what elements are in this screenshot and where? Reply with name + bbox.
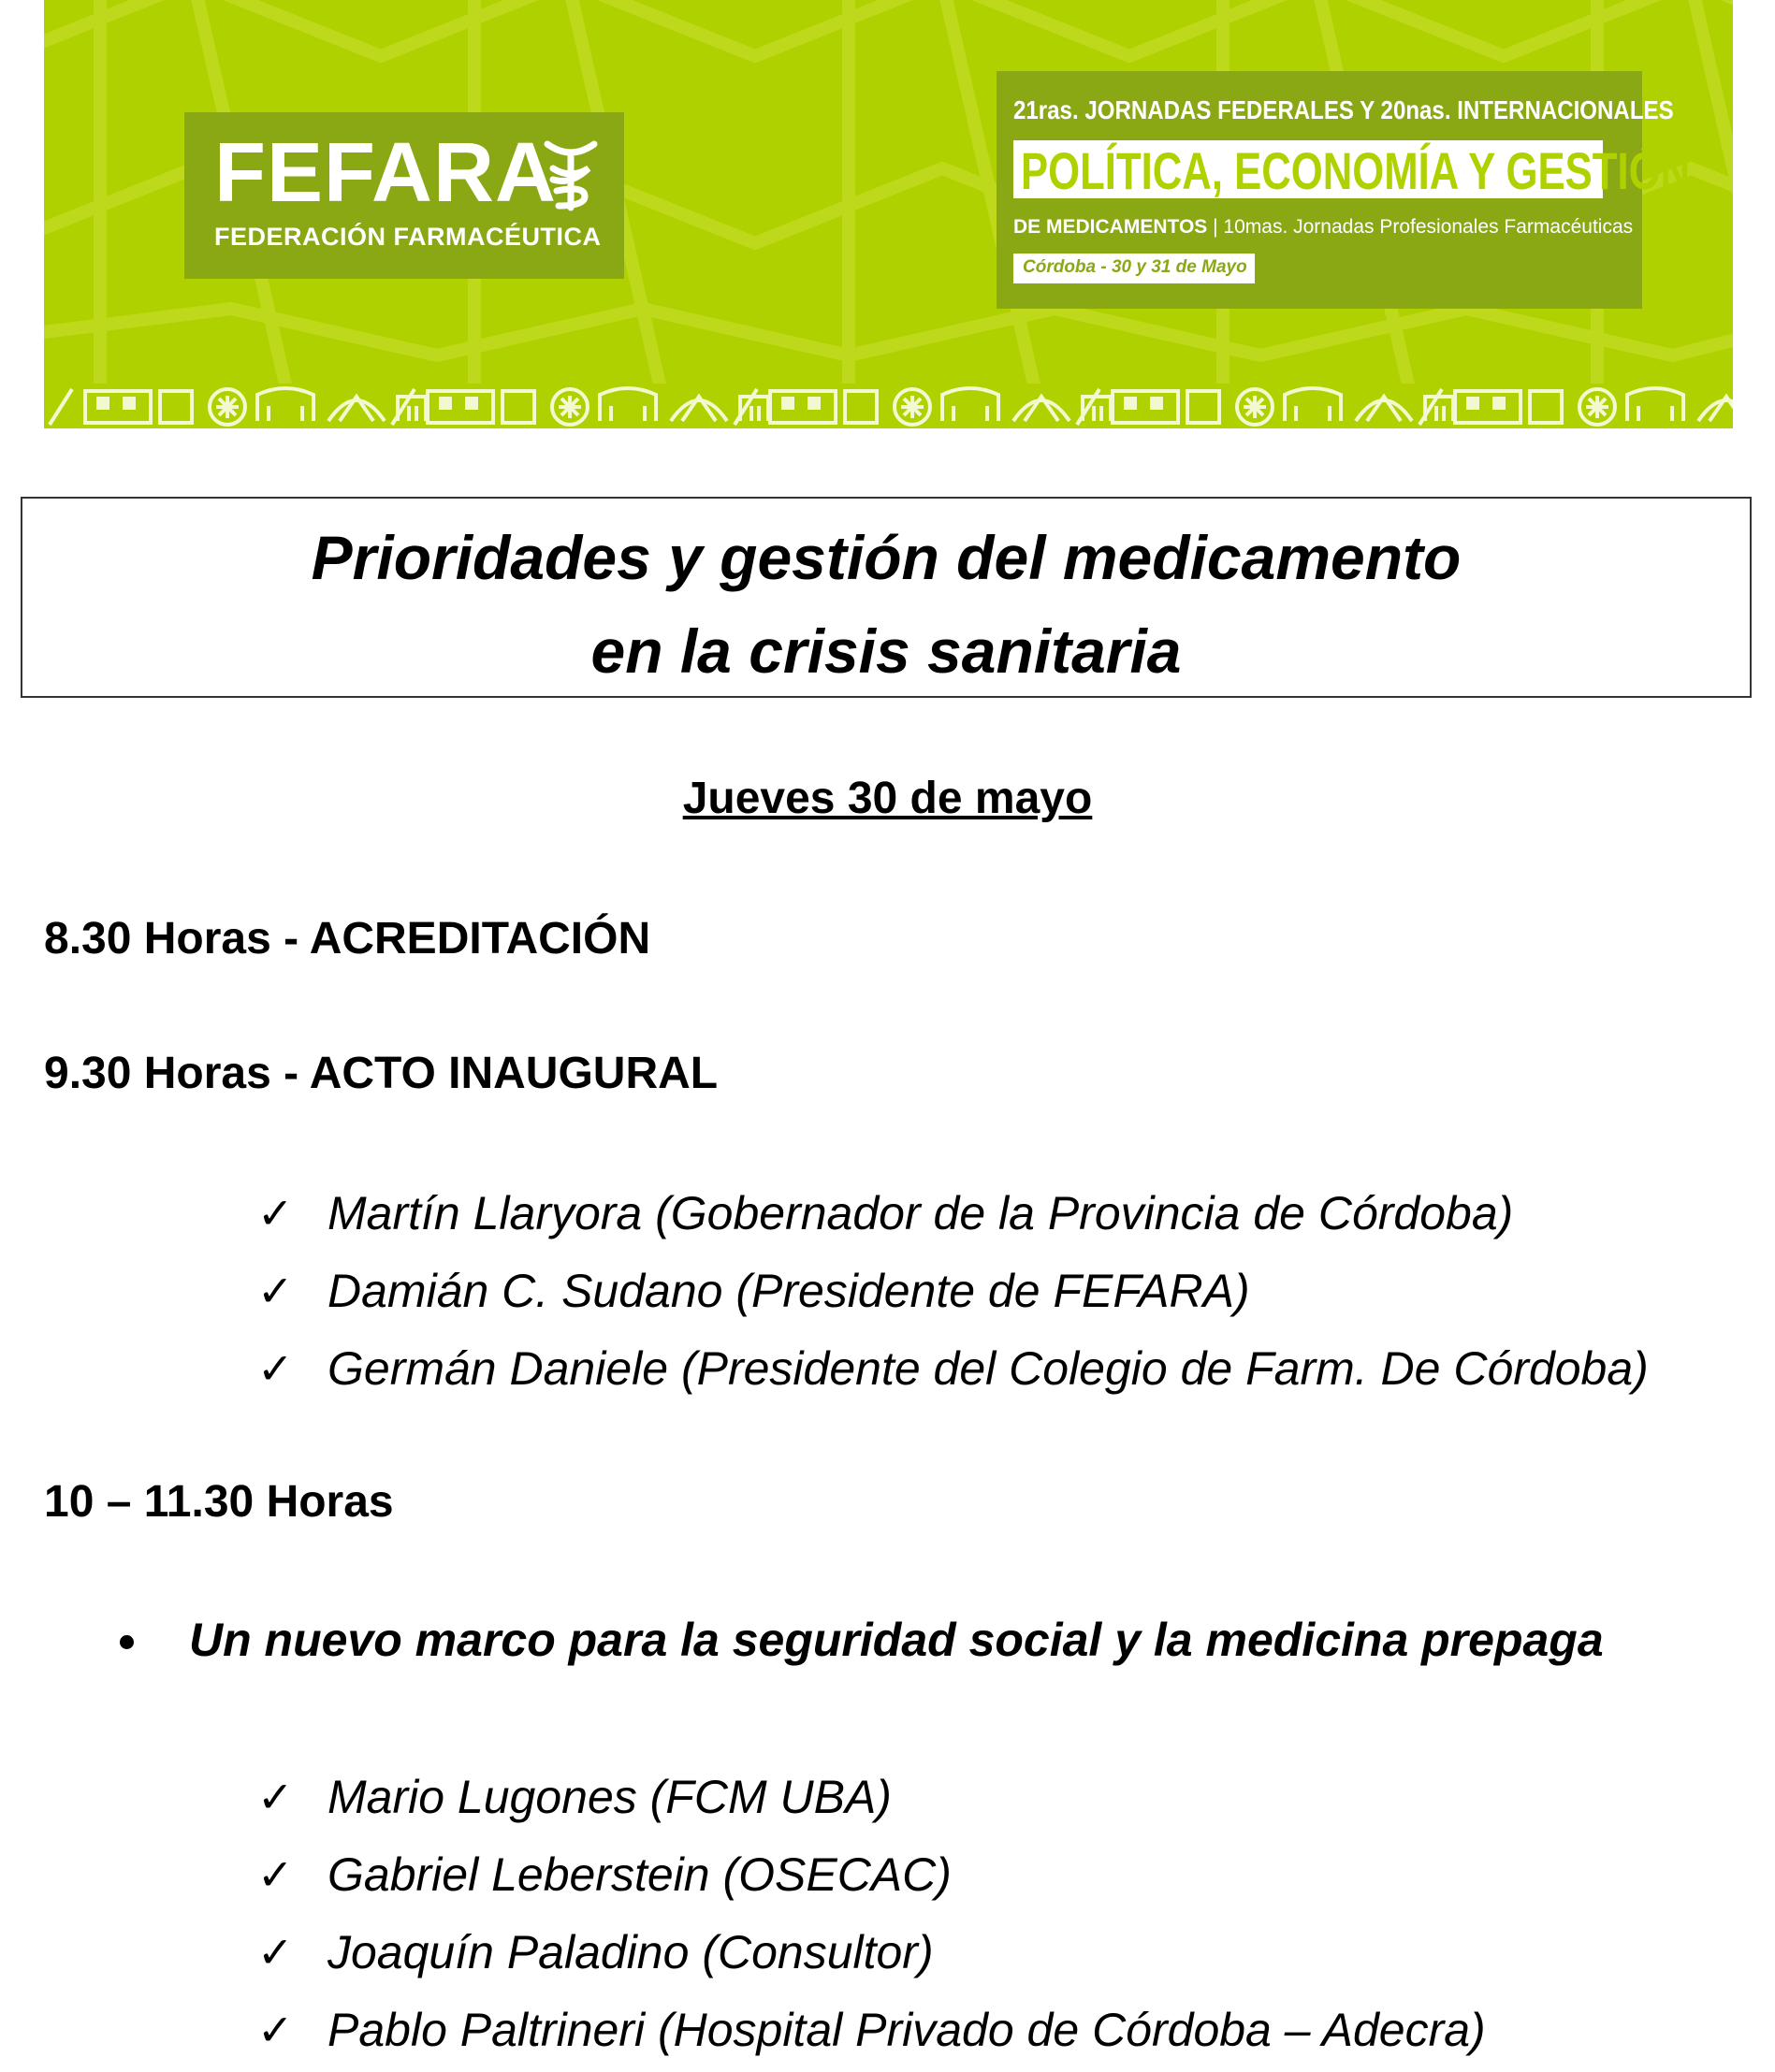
slot-accreditation: 8.30 Horas - ACREDITACIÓN [44, 914, 651, 964]
speaker-name: Martín Llaryora (Gobernador de la Provincia de Córdoba) [327, 1187, 1514, 1239]
event-subtitle-rest: | 10mas. Jornadas Profesionales Farmacéuticas [1207, 216, 1634, 238]
slot-panel-time: 10 – 11.30 Horas [44, 1477, 394, 1527]
speaker-name: Pablo Paltrineri (Hospital Privado de Córdoba – Adecra) [327, 2004, 1486, 2056]
checkmark-icon: ✓ [257, 1267, 294, 1315]
speaker-name: Mario Lugones (FCM UBA) [327, 1771, 892, 1823]
title-box [21, 497, 1752, 698]
slot-opening-act: 9.30 Horas - ACTO INAUGURAL [44, 1049, 719, 1098]
checkmark-icon: ✓ [257, 1850, 294, 1899]
panel-topic-text: Un nuevo marco para la seguridad social y la medicina prepaga [189, 1614, 1604, 1666]
logo-name: FEFARA [214, 126, 557, 220]
event-subtitle-line [1013, 216, 1633, 239]
event-title: POLÍTICA, ECONOMÍA Y GESTIÓN [1021, 141, 1691, 200]
decorative-icon-strip [44, 384, 1733, 428]
page-title-line-1: Prioridades y gestión del medicamento [311, 523, 1462, 592]
event-date: Córdoba - 30 y 31 de Mayo [1023, 257, 1247, 277]
fefara-logo [184, 112, 624, 279]
logo-subtitle: FEDERACIÓN FARMACÉUTICA [214, 223, 602, 251]
event-date-badge [1013, 254, 1255, 283]
speaker-name: Damián C. Sudano (Presidente de FEFARA) [327, 1265, 1250, 1317]
event-subtitle-bold: DE MEDICAMENTOS [1013, 216, 1208, 238]
bullet-icon [120, 1635, 134, 1649]
speaker-name: Gabriel Leberstein (OSECAC) [327, 1848, 952, 1901]
checkmark-icon: ✓ [257, 1773, 294, 1821]
checkmark-icon: ✓ [257, 1928, 294, 1977]
checkmark-icon: ✓ [257, 1344, 294, 1393]
pharmacy-cup-snake-icon [542, 137, 600, 213]
event-title-bar [1013, 140, 1691, 200]
event-info-box [997, 71, 1691, 309]
header-banner [44, 0, 1733, 428]
checkmark-icon: ✓ [257, 1189, 294, 1238]
day-heading: Jueves 30 de mayo [682, 774, 1093, 823]
checkmark-icon: ✓ [257, 2006, 294, 2054]
page-title-line-2: en la crisis sanitaria [590, 616, 1182, 686]
speaker-name: Joaquín Paladino (Consultor) [327, 1926, 934, 1978]
event-edition-line: 21ras. JORNADAS FEDERALES Y 20nas. INTERNACIONALES [1013, 95, 1674, 124]
speaker-name: Germán Daniele (Presidente del Colegio de Farm. De Córdoba) [327, 1342, 1649, 1395]
